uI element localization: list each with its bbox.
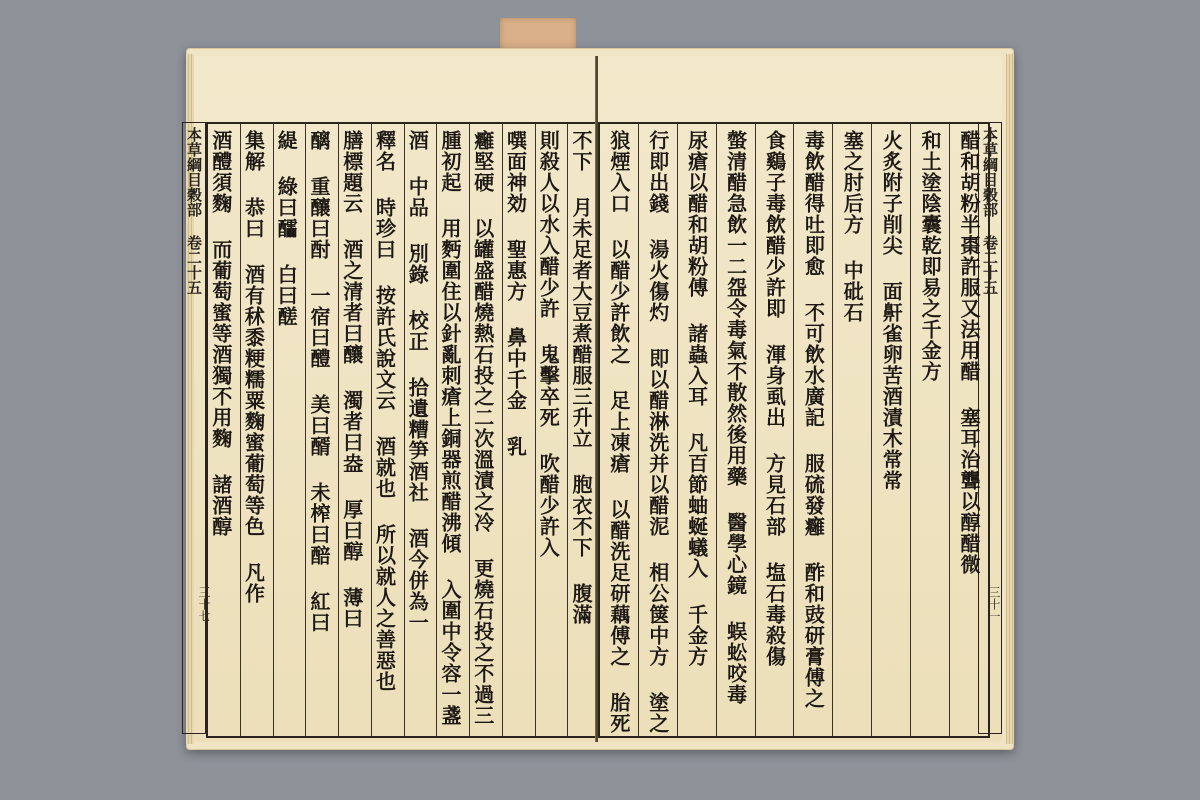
text-column: 塞之肘后方 中砒石 (832, 124, 871, 736)
text-column: 毒飲醋得吐即愈 不可飲水廣記 服硫發癰 酢和豉研膏傅之 (793, 124, 832, 736)
text-column: 腫初起 用麪圍住以針亂刺瘡上銅器煎醋沸傾 入圍中令容一盞 (436, 124, 469, 736)
text-column: 釋名 時珍曰 按許氏說文云 酒就也 所以就人之善惡也 (371, 124, 404, 736)
left-page (185, 56, 598, 742)
open-book (186, 48, 1014, 750)
right-running-head: 本草綱目穀部 卷二十五 (978, 122, 1002, 734)
left-columns (208, 124, 600, 736)
text-column: 醋和胡粉半棗許服又法用醋 塞耳治聾以醇醋微 (949, 124, 988, 736)
text-column: 癰堅硬 以罐盛醋燒熱石投之二次溫漬之冷 更燒石投之不過三 (469, 124, 502, 736)
text-column: 火炙附子削尖 面鼾雀卵苦酒漬木常常 (871, 124, 910, 736)
text-column: 尿瘡以醋和胡粉傅 諸蟲入耳 凡百節蚰蜒蟻入 千金方 (677, 124, 716, 736)
text-column: 集解 恭曰 酒有秫黍粳糯粟麴蜜葡萄等色 凡作 (240, 124, 273, 736)
left-running-head: 本草綱目穀部 卷二十五 (182, 122, 206, 734)
text-column: 醨 重釀曰酎 一宿曰醴 美曰醑 未榨曰醅 紅曰 (305, 124, 338, 736)
right-page (598, 56, 1002, 742)
text-column: 則殺人以水入醋少許 鬼擊卒死 吹醋少許入 (535, 124, 568, 736)
text-column: 噀面神効 聖惠方 鼻中千金 乳 (502, 124, 535, 736)
text-column: 食鷄子毒飲醋少許即 渾身虱出 方見石部 塩石毒殺傷 (755, 124, 794, 736)
text-column: 酒醴須麴 而葡萄蜜等酒獨不用麴 諸酒醇 (208, 130, 233, 537)
right-columns (600, 124, 988, 736)
right-leaf-number: 三十一 (987, 586, 1001, 622)
left-leaf-number: 三十七 (197, 586, 211, 622)
right-text-frame (598, 122, 990, 738)
page-edge-right (1006, 54, 1014, 744)
text-column: 緹 綠曰醽 白曰醝 (273, 124, 306, 736)
text-column: 行即出錢 湯火傷灼 即以醋淋洗并以醋泥 相公箧中方 塗之 (638, 124, 677, 736)
text-column: 和土塗陰囊乾即易之千金方 (910, 124, 949, 736)
text-column: 螫清醋急飲一二盌令毒氣不散然後用藥 醫學心鏡 蜈蚣咬毒 (716, 124, 755, 736)
text-column: 酒 中品 別錄 校正 拾遺糟笋酒社 酒今併為一 (404, 124, 437, 736)
text-column: 膳標題云 酒之清者曰釀 濁者曰盎 厚曰醇 薄曰 (338, 124, 371, 736)
text-column: 狼煙入口 以醋少許飲之 足上凍瘡 以醋洗足研藕傅之 胎死 (606, 130, 631, 734)
text-column: 不下 月未足者大豆煮醋服三升立 胞衣不下 腹滿 (567, 124, 600, 736)
left-text-frame (206, 122, 602, 738)
